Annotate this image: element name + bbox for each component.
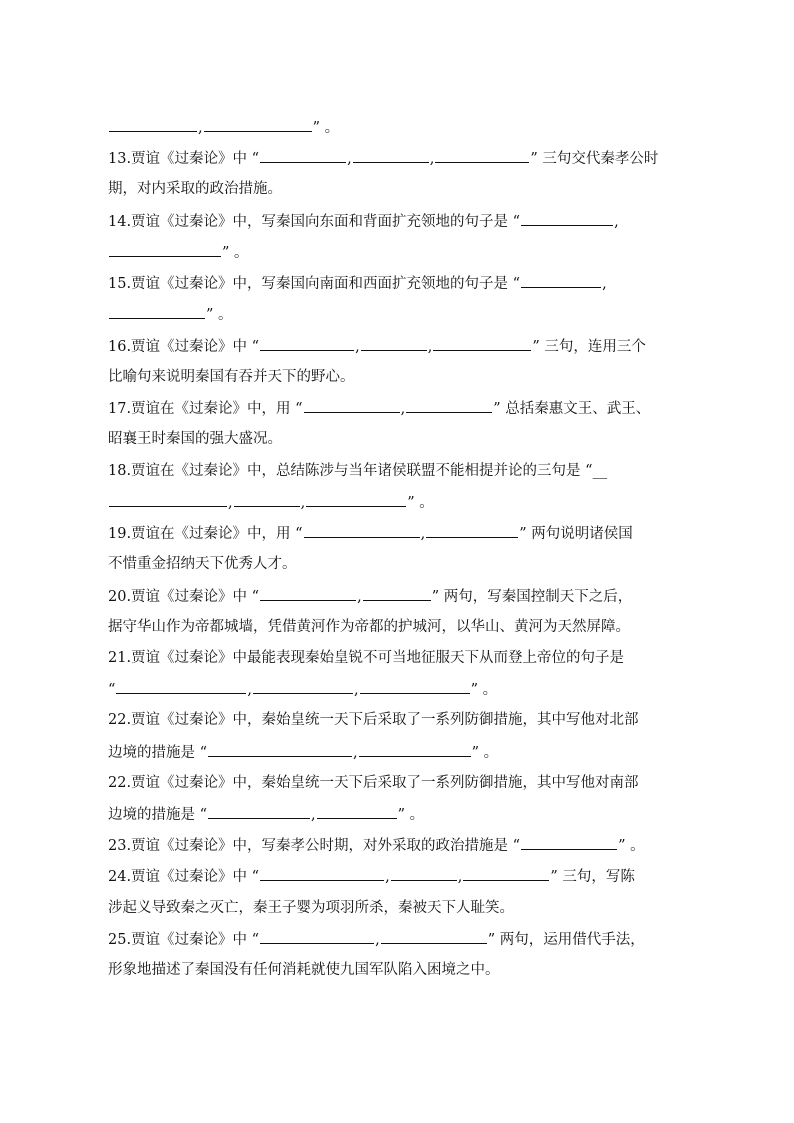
question-text: 昭襄王时秦国的强大盛况。: [108, 431, 282, 447]
answer-blank[interactable]: [426, 523, 518, 538]
question-text: 形象地描述了秦国没有任何消耗就使九国军队陷入困境之中。: [108, 962, 500, 978]
question-text: 17.贾谊在《过秦论》中，用 “: [108, 401, 303, 417]
question-text: 16.贾谊《过秦论》中 “: [108, 339, 260, 355]
question-25-line-2: [108, 960, 500, 980]
answer-blank[interactable]: [360, 679, 470, 694]
answer-blank[interactable]: [304, 523, 420, 538]
text-segment: ,: [375, 932, 380, 948]
text-segment: ,: [385, 869, 390, 885]
question-text: 期，对内采取的政治措施。: [108, 181, 282, 197]
question-text: ” 两句，写秦国控制天下之后，: [431, 589, 633, 605]
text-segment: ,: [427, 339, 433, 355]
answer-blank[interactable]: [260, 586, 356, 601]
question-22a-line-1: [108, 710, 639, 730]
question-21-line-2: [108, 679, 497, 699]
answer-blank[interactable]: [109, 492, 227, 507]
question-22b-line-2: [108, 804, 424, 824]
answer-blank[interactable]: [353, 148, 429, 163]
question-text: 25.贾谊《过秦论》中 “: [108, 932, 260, 948]
question-text: ” 总括秦惠文王、武王、: [493, 401, 651, 417]
question-20-line-2: [108, 617, 630, 637]
question-23-line-1: [108, 835, 645, 855]
answer-blank[interactable]: [109, 304, 205, 319]
question-text: ” 三句，写陈: [550, 869, 635, 885]
answer-blank[interactable]: [234, 492, 300, 507]
question-15-line-2: [108, 304, 233, 324]
question-text: ” 两句，运用借代手法，: [487, 932, 645, 948]
question-text: 19.贾谊在《过秦论》中，用 “: [108, 526, 303, 542]
answer-blank[interactable]: [306, 492, 406, 507]
text-segment: ” 。: [471, 745, 499, 761]
answer-blank[interactable]: [260, 336, 354, 351]
text-segment: ” 。: [206, 307, 233, 323]
answer-blank[interactable]: [521, 211, 613, 226]
text-segment: ” 。: [470, 682, 498, 698]
text-segment: “: [108, 682, 116, 698]
answer-blank[interactable]: [304, 398, 400, 413]
text-segment: ,: [420, 526, 426, 542]
answer-blank[interactable]: [208, 804, 310, 819]
question-20-line-1: [108, 586, 632, 606]
text-segment: ,: [457, 869, 463, 885]
text-segment: ,: [355, 339, 360, 355]
answer-blank[interactable]: [204, 117, 312, 132]
question-13-line-2: [108, 179, 282, 199]
question-text: ” 三句，连用三个: [532, 339, 646, 355]
question-text: 15.贾谊《过秦论》中，写秦国向南面和西面扩充领地的句子是 “: [108, 276, 521, 292]
answer-blank[interactable]: [317, 804, 397, 819]
question-21-line-1: [108, 648, 624, 668]
question-text: 22.贾谊《过秦论》中，秦始皇统一天下后采取了一系列防御措施，其中写他对北部: [108, 712, 639, 728]
answer-blank[interactable]: [435, 148, 529, 163]
question-text: 涉起义导致秦之灭亡，秦王子婴为项羽所杀，秦被天下人耻笑。: [108, 900, 514, 916]
answer-blank[interactable]: [260, 929, 374, 944]
answer-blank[interactable]: [433, 336, 531, 351]
question-24-line-2: [108, 898, 514, 918]
text-segment: ,: [347, 151, 352, 167]
text-segment: ,: [400, 401, 406, 417]
answer-blank[interactable]: [521, 273, 601, 288]
question-text: 据守华山作为帝都城墙，凭借黄河作为帝都的护城河，以华山、黄河为天然屏障。: [108, 619, 630, 635]
answer-blank[interactable]: [109, 117, 197, 132]
question-text: 20.贾谊《过秦论》中 “: [108, 589, 260, 605]
question-14-line-1: [108, 211, 619, 231]
answer-blank[interactable]: [391, 866, 457, 881]
answer-blank[interactable]: [521, 835, 617, 850]
answer-blank[interactable]: [109, 242, 221, 257]
text-segment: ,: [228, 495, 233, 511]
question-text: 边境的措施是 “: [108, 807, 208, 823]
question-text: 不惜重金招纳天下优秀人才。: [108, 556, 297, 572]
text-segment: ,: [198, 120, 203, 136]
question-text: ” 三句交代秦孝公时: [530, 151, 659, 167]
text-segment: ,: [311, 807, 316, 823]
text-segment: ,: [357, 589, 362, 605]
question-text: 14.贾谊《过秦论》中，写秦国向东面和背面扩充领地的句子是 “: [108, 214, 521, 230]
answer-blank[interactable]: [116, 679, 246, 694]
question-15-line-1: [108, 273, 607, 293]
question-17-line-2: [108, 429, 282, 449]
question-13-line-1: [108, 148, 658, 168]
question-24-line-1: [108, 866, 635, 886]
text-segment: ,: [353, 745, 358, 761]
text-segment: ,: [354, 682, 359, 698]
answer-blank[interactable]: [359, 742, 471, 757]
text-segment: ” 。: [312, 120, 340, 136]
question-text: 18.贾谊在《过秦论》中，总结陈涉与当年诸侯联盟不能相提并论的三句是 “__: [108, 463, 608, 479]
question-19-line-1: [108, 523, 633, 543]
text-segment: ,: [300, 495, 306, 511]
question-text: 边境的措施是 “: [108, 745, 208, 761]
question-text: 24.贾谊《过秦论》中 “: [108, 869, 260, 885]
text-segment: ,: [602, 276, 607, 292]
question-25-line-1: [108, 929, 645, 949]
answer-blank[interactable]: [208, 742, 352, 757]
question-22b-line-1: [108, 773, 639, 793]
question-16-line-2: [108, 367, 355, 387]
answer-blank[interactable]: [260, 866, 384, 881]
answer-blank[interactable]: [381, 929, 487, 944]
question-text: 比喻句来说明秦国有吞并天下的野心。: [108, 369, 355, 385]
question-text: ” 两句说明诸侯国: [519, 526, 633, 542]
answer-blank[interactable]: [463, 866, 549, 881]
answer-blank[interactable]: [363, 586, 431, 601]
text-segment: ” 。: [397, 807, 425, 823]
answer-blank[interactable]: [253, 679, 353, 694]
text-segment: ,: [429, 151, 435, 167]
question-14-line-2: [108, 242, 249, 262]
question-text: 22.贾谊《过秦论》中，秦始皇统一天下后采取了一系列防御措施，其中写他对南部: [108, 775, 639, 791]
answer-blank[interactable]: [260, 148, 346, 163]
text-segment: ,: [614, 214, 619, 230]
text-segment: ” 。: [222, 245, 249, 261]
question-18-line-2: [108, 492, 434, 512]
answer-blank[interactable]: [361, 336, 427, 351]
question-18-line-1: [108, 461, 607, 481]
text-segment: ” 。: [407, 495, 434, 511]
question-19-line-2: [108, 554, 297, 574]
question-17-line-1: [108, 398, 650, 418]
question-text: 21.贾谊《过秦论》中最能表现秦始皇锐不可当地征服天下从而登上帝位的句子是: [108, 650, 625, 666]
question-text: 23.贾谊《过秦论》中，写秦孝公时期，对外采取的政治措施是 “: [108, 838, 521, 854]
fill-line: [108, 117, 339, 137]
question-22a-line-2: [108, 742, 498, 762]
text-segment: ,: [247, 682, 253, 698]
text-segment: ” 。: [618, 838, 645, 854]
answer-blank[interactable]: [406, 398, 492, 413]
question-16-line-1: [108, 336, 646, 356]
question-text: 13.贾谊《过秦论》中 “: [108, 151, 260, 167]
